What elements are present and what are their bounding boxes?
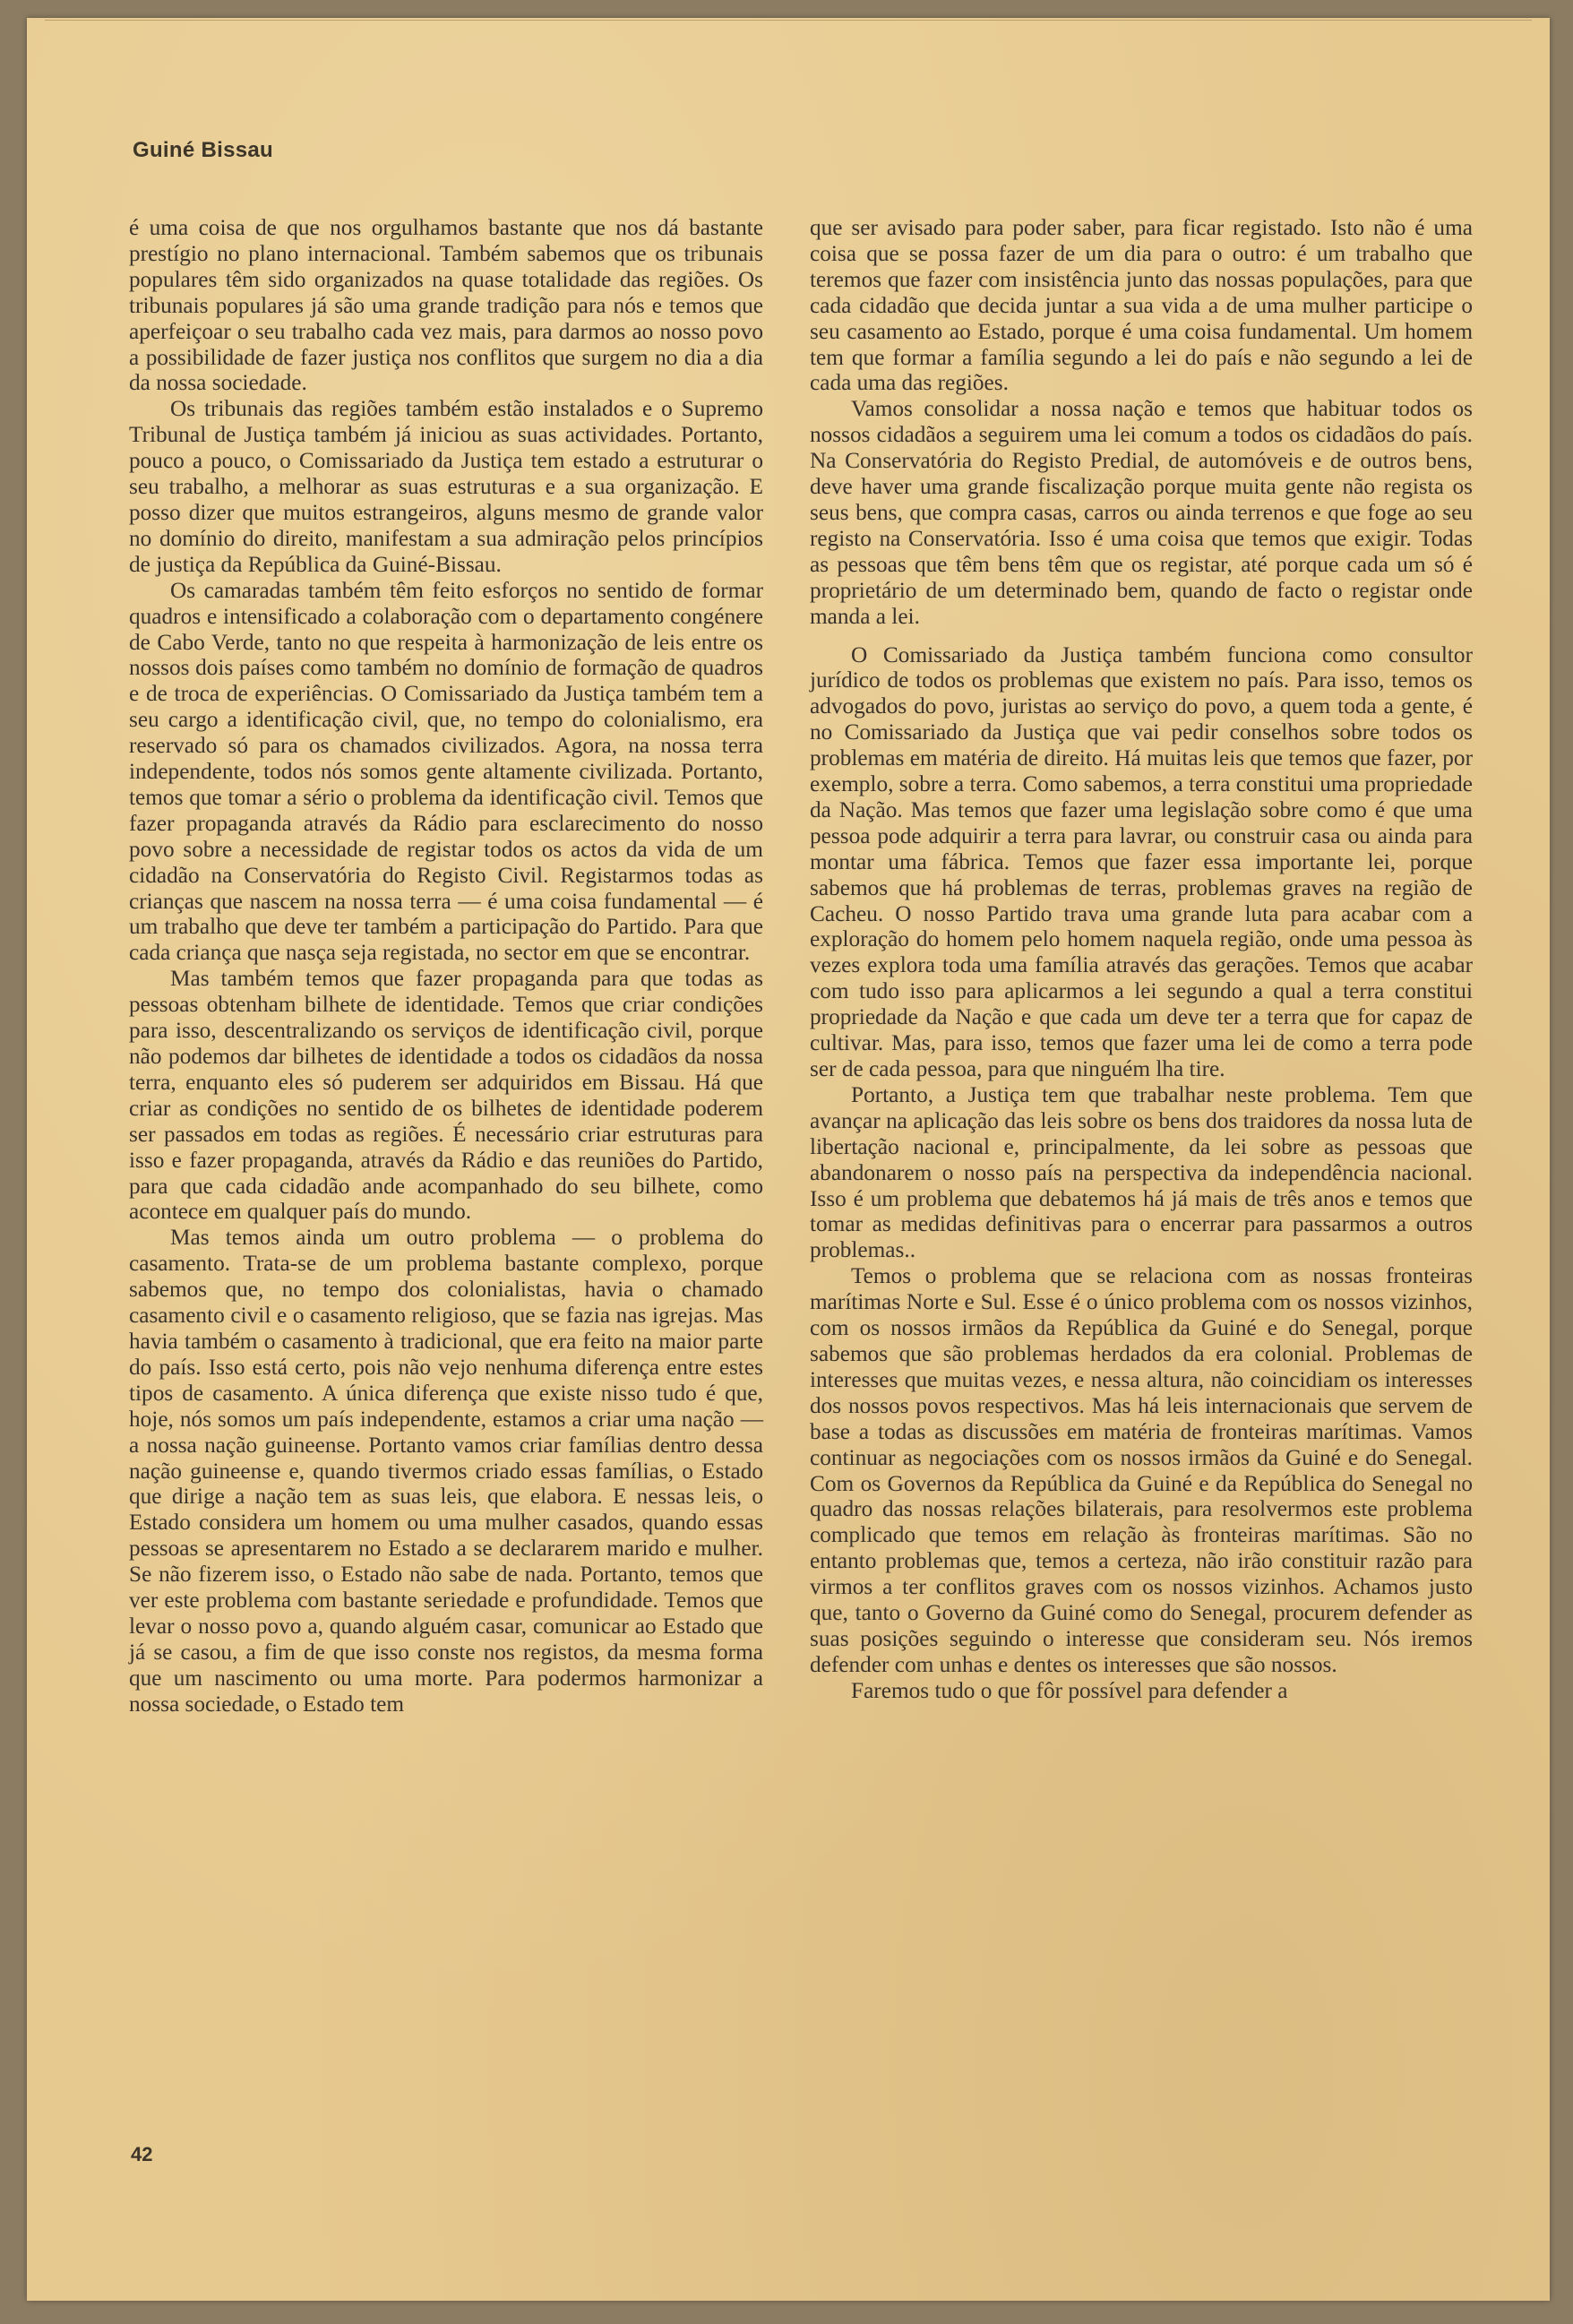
page-number: 42 — [131, 2143, 153, 2165]
paragraph: Vamos consolidar a nossa nação e temos que habituar todos os nossos cidadãos a seguirem uma lei comum a todos os cidadãos do país. Na Conservatória do Registo Predial, de automóveis e de outros bens, deve haver uma grande fiscalização porque muita gente não regista os seus bens, que compra casas, carros ou ainda terrenos e que foge ao seu registo na Conservatória. Isso é uma coisa que temos que exigir. Todas as pessoas que têm bens têm que os registar, até porque cada um só é proprietário de um determinado bem, quando de facto o registar onde manda a lei. — [810, 396, 1473, 629]
paragraph: é uma coisa de que nos orgulhamos bastante que nos dá bastante prestígio no plano internacional. Também sabemos que os tribunais populares têm sido organizados na quase totalidade das regiões. Os tribunais populares já são uma grande tradição para nós e temos que aperfeiçoar o seu trabalho cada vez mais, para darmos ao nosso povo a possibilidade de fazer justiça nos conflitos que surgem no dia a dia da nossa sociedade. — [129, 215, 763, 396]
paragraph: que ser avisado para poder saber, para ficar registado. Isto não é uma coisa que se possa fazer de um dia para o outro: é um trabalho que teremos que fazer com insistência junto das nossas populações, para que cada cidadão que decida juntar a sua vida a de uma mulher participe o seu casamento ao Estado, porque é uma coisa fundamental. Um homem tem que formar a família segundo a lei do país e não segundo a lei de cada uma das regiões. — [810, 215, 1473, 396]
paragraph: Faremos tudo o que fôr possível para defender a — [851, 1677, 1288, 1703]
top-rule — [45, 20, 1532, 21]
paragraph: O Comissariado da Justiça também funciona como consultor jurídico de todos os problemas que existem no país. Para isso, temos os advogados do povo, juristas ao serviço do povo, a quem toda a gente, é no Comissariado da Justiça que vai pedir conselhos sobre todos os problemas em matéria de direito. Há muitas leis que temos que fazer, por exemplo, sobre a terra. Como sabemos, a terra constitui uma propriedade da Nação. Mas temos que fazer uma legislação sobre como é que uma pessoa pode adquirir a terra para lavrar, ou construir casa ou ainda para montar uma fábrica. Temos que fazer essa importante lei, porque sabemos que há problemas de terras, problemas graves na região de Cacheu. O nosso Partido trava uma grande luta para acabar com a exploração do homem pelo homem naquela região, onde uma pessoa às vezes explora toda uma família através das gerações. Temos que acabar com tudo isso para aplicarmos a lei segundo a qual a terra constitui propriedade da Nação e que cada um deve ter a terra que for capaz de cultivar. Mas, para isso, temos que fazer uma lei de como a terra pode ser de cada pessoa, para que ninguém lha tire. — [810, 641, 1473, 1081]
paragraph: Mas também temos que fazer propaganda para que todas as pessoas obtenham bilhete de identidade. Temos que criar condições para isso, descentralizando os serviços de identificação civil, porque não podemos dar bilhetes de identidade a todos os cidadãos da nossa terra, enquanto eles só puderem ser adquiridos em Bissau. Há que criar as condições no sentido de os bilhetes de identidade poderem ser passados em todas as regiões. É necessário criar estruturas para isso e fazer propaganda, através da Rádio e das reuniões do Partido, para que cada cidadão ande acompanhado do seu bilhete, como acontece em qualquer país do mundo. — [129, 966, 763, 1225]
document-page — [27, 18, 1550, 2301]
paragraph: Portanto, a Justiça tem que trabalhar neste problema. Tem que avançar na aplicação das leis sobre os bens dos traidores da nossa luta de libertação nacional e, principalmente, da lei sobre as pessoas que abandonarem o nosso país na perspectiva da independência nacional. Isso é um problema que debatemos há já mais de três anos e temos que tomar as medidas definitivas para o encerrar para passarmos a outros problemas.. — [810, 1081, 1473, 1263]
paragraph: Os camaradas também têm feito esforços no sentido de formar quadros e intensificado a colaboração com o departamento congénere de Cabo Verde, tanto no que respeita à harmonização de leis entre os nossos dois países como também no domínio de formação de quadros e de troca de experiências. O Comissariado da Justiça também tem a seu cargo a identificação civil, que, no tempo do colonialismo, era reservado só para os chamados civilizados. Agora, na nossa terra independente, todos nós somos gente altamente civilizada. Portanto, temos que tomar a sério o problema da identificação civil. Temos que fazer propaganda através da Rádio para esclarecimento do nosso povo sobre a necessidade de registar todos os actos da vida de um cidadão na Conservatória do Registo Civil. Registarmos todas as crianças que nascem na nossa terra — é uma coisa fundamental — é um trabalho que deve ter também a participação do Partido. Para que cada criança que nasça seja registada, no sector em que se encontrar. — [129, 577, 763, 966]
paragraph: Temos o problema que se relaciona com as nossas fronteiras marítimas Norte e Sul. Esse é o único problema com os nossos vizinhos, com os nossos irmãos da República da Guiné e do Senegal, porque sabemos que são problemas herdados da era colonial. Problemas de interesses que muitas vezes, e nessa altura, não coincidiam os interesses dos nossos povos respectivos. Mas há leis internacionais que servem de base a todas as discussões em matéria de fronteiras marítimas. Vamos continuar as negociações com os nossos irmãos da Guiné e do Senegal. Com os Governos da República da Guiné e da República do Senegal no quadro das nossas relações bilaterais, para resolvermos este problema complicado que temos em relação às fronteiras marítimas. São no entanto problemas que, temos a certeza, não irão constituir razão para virmos a ter conflitos graves com os nossos vizinhos. Achamos justo que, tanto o Governo da Guiné como do Senegal, procurem defender as suas posições seguindo o interesse que consideram seu. Nós iremos defender com unhas e dentes os interesses que são nossos. — [810, 1263, 1473, 1677]
left-column — [129, 215, 763, 1717]
right-column — [810, 215, 1473, 1704]
running-head: Guiné Bissau — [133, 138, 273, 162]
paragraph: Os tribunais das regiões também estão instalados e o Supremo Tribunal de Justiça também já iniciou as suas actividades. Portanto, pouco a pouco, o Comissariado da Justiça tem estado a estruturar o seu trabalho, a melhorar as suas estruturas e a sua organização. E posso dizer que muitos estrangeiros, alguns mesmo de grande valor no domínio do direito, manifestam a sua admiração pelos princípios de justiça da República da Guiné-Bissau. — [129, 396, 763, 577]
paragraph: Mas temos ainda um outro problema — o problema do casamento. Trata-se de um problema bastante complexo, porque sabemos que, no tempo dos colonialistas, havia o chamado casamento civil e o casamento religioso, que se fazia nas igrejas. Mas havia também o casamento à tradicional, que era feito na maior parte do país. Isso está certo, pois não vejo nenhuma diferença entre estes tipos de casamento. A única diferença que existe nisso tudo é que, hoje, nós somos um país independente, estamos a criar uma nação — a nossa nação guineense. Portanto vamos criar famílias dentro dessa nação guineense e, quando tivermos criado essas famílias, o Estado que dirige a nação tem as suas leis, que elabora. E nessas leis, o Estado considera um homem ou uma mulher casados, quando essas pessoas se apresentarem no Estado a se declararem marido e mulher. Se não fizerem isso, o Estado não sabe de nada. Portanto, temos que ver este problema com bastante seriedade e profundidade. Temos que levar o nosso povo a, quando alguém casar, comunicar ao Estado que já se casou, a fim de que isso conste nos registos, da mesma forma que um nascimento ou uma morte. Para podermos harmonizar a nossa sociedade, o Estado tem — [129, 1225, 763, 1717]
